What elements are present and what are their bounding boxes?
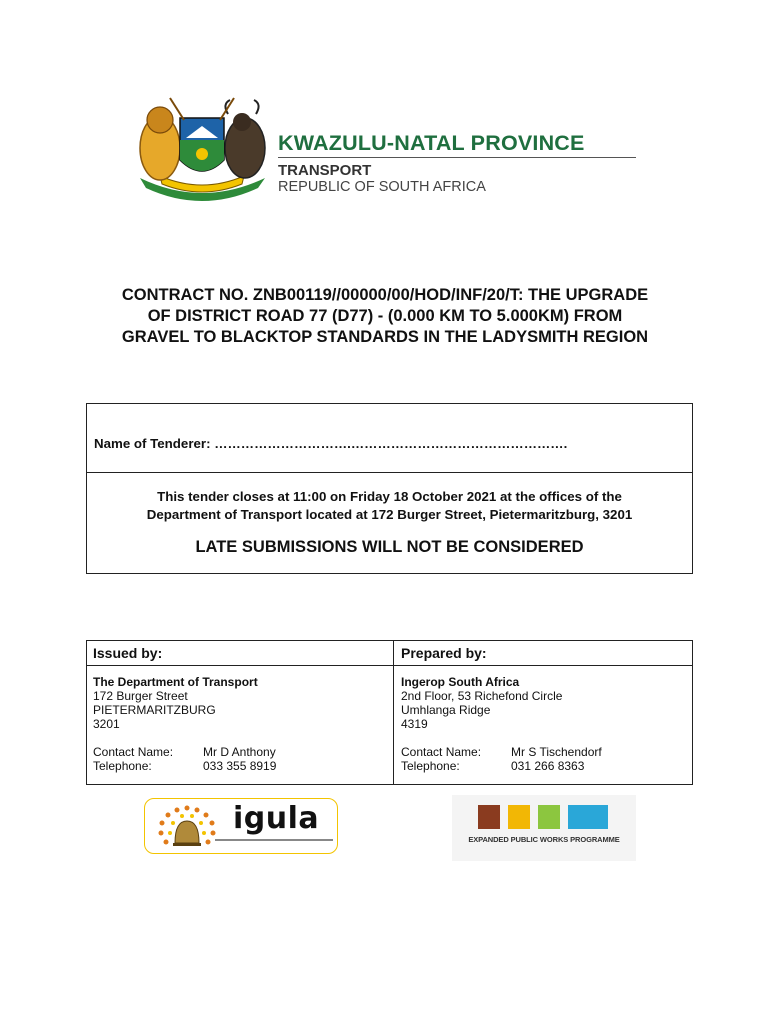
country-name: REPUBLIC OF SOUTH AFRICA [278,179,486,195]
contract-title [60,285,710,348]
address-line: 3201 [93,717,120,731]
address-line: 172 Burger Street [93,689,188,703]
telephone-label: Telephone: [401,759,460,773]
igula-logo [144,798,338,854]
tender-divider [87,472,692,473]
closing-notice [87,488,692,524]
telephone-number: 033 355 8919 [203,759,277,773]
issuer-contact [93,745,383,773]
closing-notice-line: This tender closes at 11:00 on Friday 18 October 2021 at the offices of the [157,489,622,504]
preparer-contact [401,745,691,773]
contract-title-line: CONTRACT NO. ZNB00119//00000/00/HOD/INF/20/T: THE UPGRADE [121,286,649,304]
issuer-info-box [86,640,693,785]
address-line: Umhlanga Ridge [401,703,491,717]
igula-tagline-mark [215,839,333,841]
tenderer-name-field: Name of Tenderer: ………………………….…………………………………………. [94,436,568,451]
contact-name-label: Contact Name: [401,745,482,759]
issued-by-column [93,641,383,773]
address-line: PIETERMARITZBURG [93,703,216,717]
header-divider [278,157,636,158]
closing-notice-line: Department of Transport located at 172 Burger Street, Pietermaritzburg, 3201 [146,507,633,522]
epwp-caption: EXPANDED PUBLIC WORKS PROGRAMME [468,835,620,844]
info-column-divider [393,641,394,784]
issuer-organisation: The Department of Transport [93,675,258,689]
contact-name: Mr S Tischendorf [511,745,602,759]
igula-wordmark: igula [233,801,320,836]
contract-title-line: OF DISTRICT ROAD 77 (D77) - (0.000 KM TO 5.000KM) FROM [147,307,623,325]
telephone-number: 031 266 8363 [511,759,585,773]
prepared-by-heading: Prepared by: [401,645,487,661]
tender-box [86,403,693,574]
address-line: 4319 [401,717,428,731]
address-line: 2nd Floor, 53 Richefond Circle [401,689,563,703]
coat-of-arms-logo [130,90,275,210]
preparer-address [401,689,691,731]
epwp-tile-icon [538,805,560,829]
epwp-tile-icon [508,805,530,829]
issued-by-heading: Issued by: [93,645,163,661]
telephone-label: Telephone: [93,759,152,773]
epwp-tile-icon [568,805,608,829]
contact-name-label: Contact Name: [93,745,174,759]
epwp-logo [452,795,636,861]
contract-title-line: GRAVEL TO BLACKTOP STANDARDS IN THE LADYSMITH REGION [121,328,649,346]
department-name: TRANSPORT [278,162,372,179]
late-submission-notice: LATE SUBMISSIONS WILL NOT BE CONSIDERED [195,538,584,556]
epwp-tile-icon [478,805,500,829]
igula-dots-icon [151,803,223,851]
province-title: KWAZULU-NATAL PROVINCE [278,131,585,155]
issuer-address [93,689,383,731]
preparer-organisation: Ingerop South Africa [401,675,520,689]
prepared-by-column [401,641,691,773]
contact-name: Mr D Anthony [203,745,276,759]
